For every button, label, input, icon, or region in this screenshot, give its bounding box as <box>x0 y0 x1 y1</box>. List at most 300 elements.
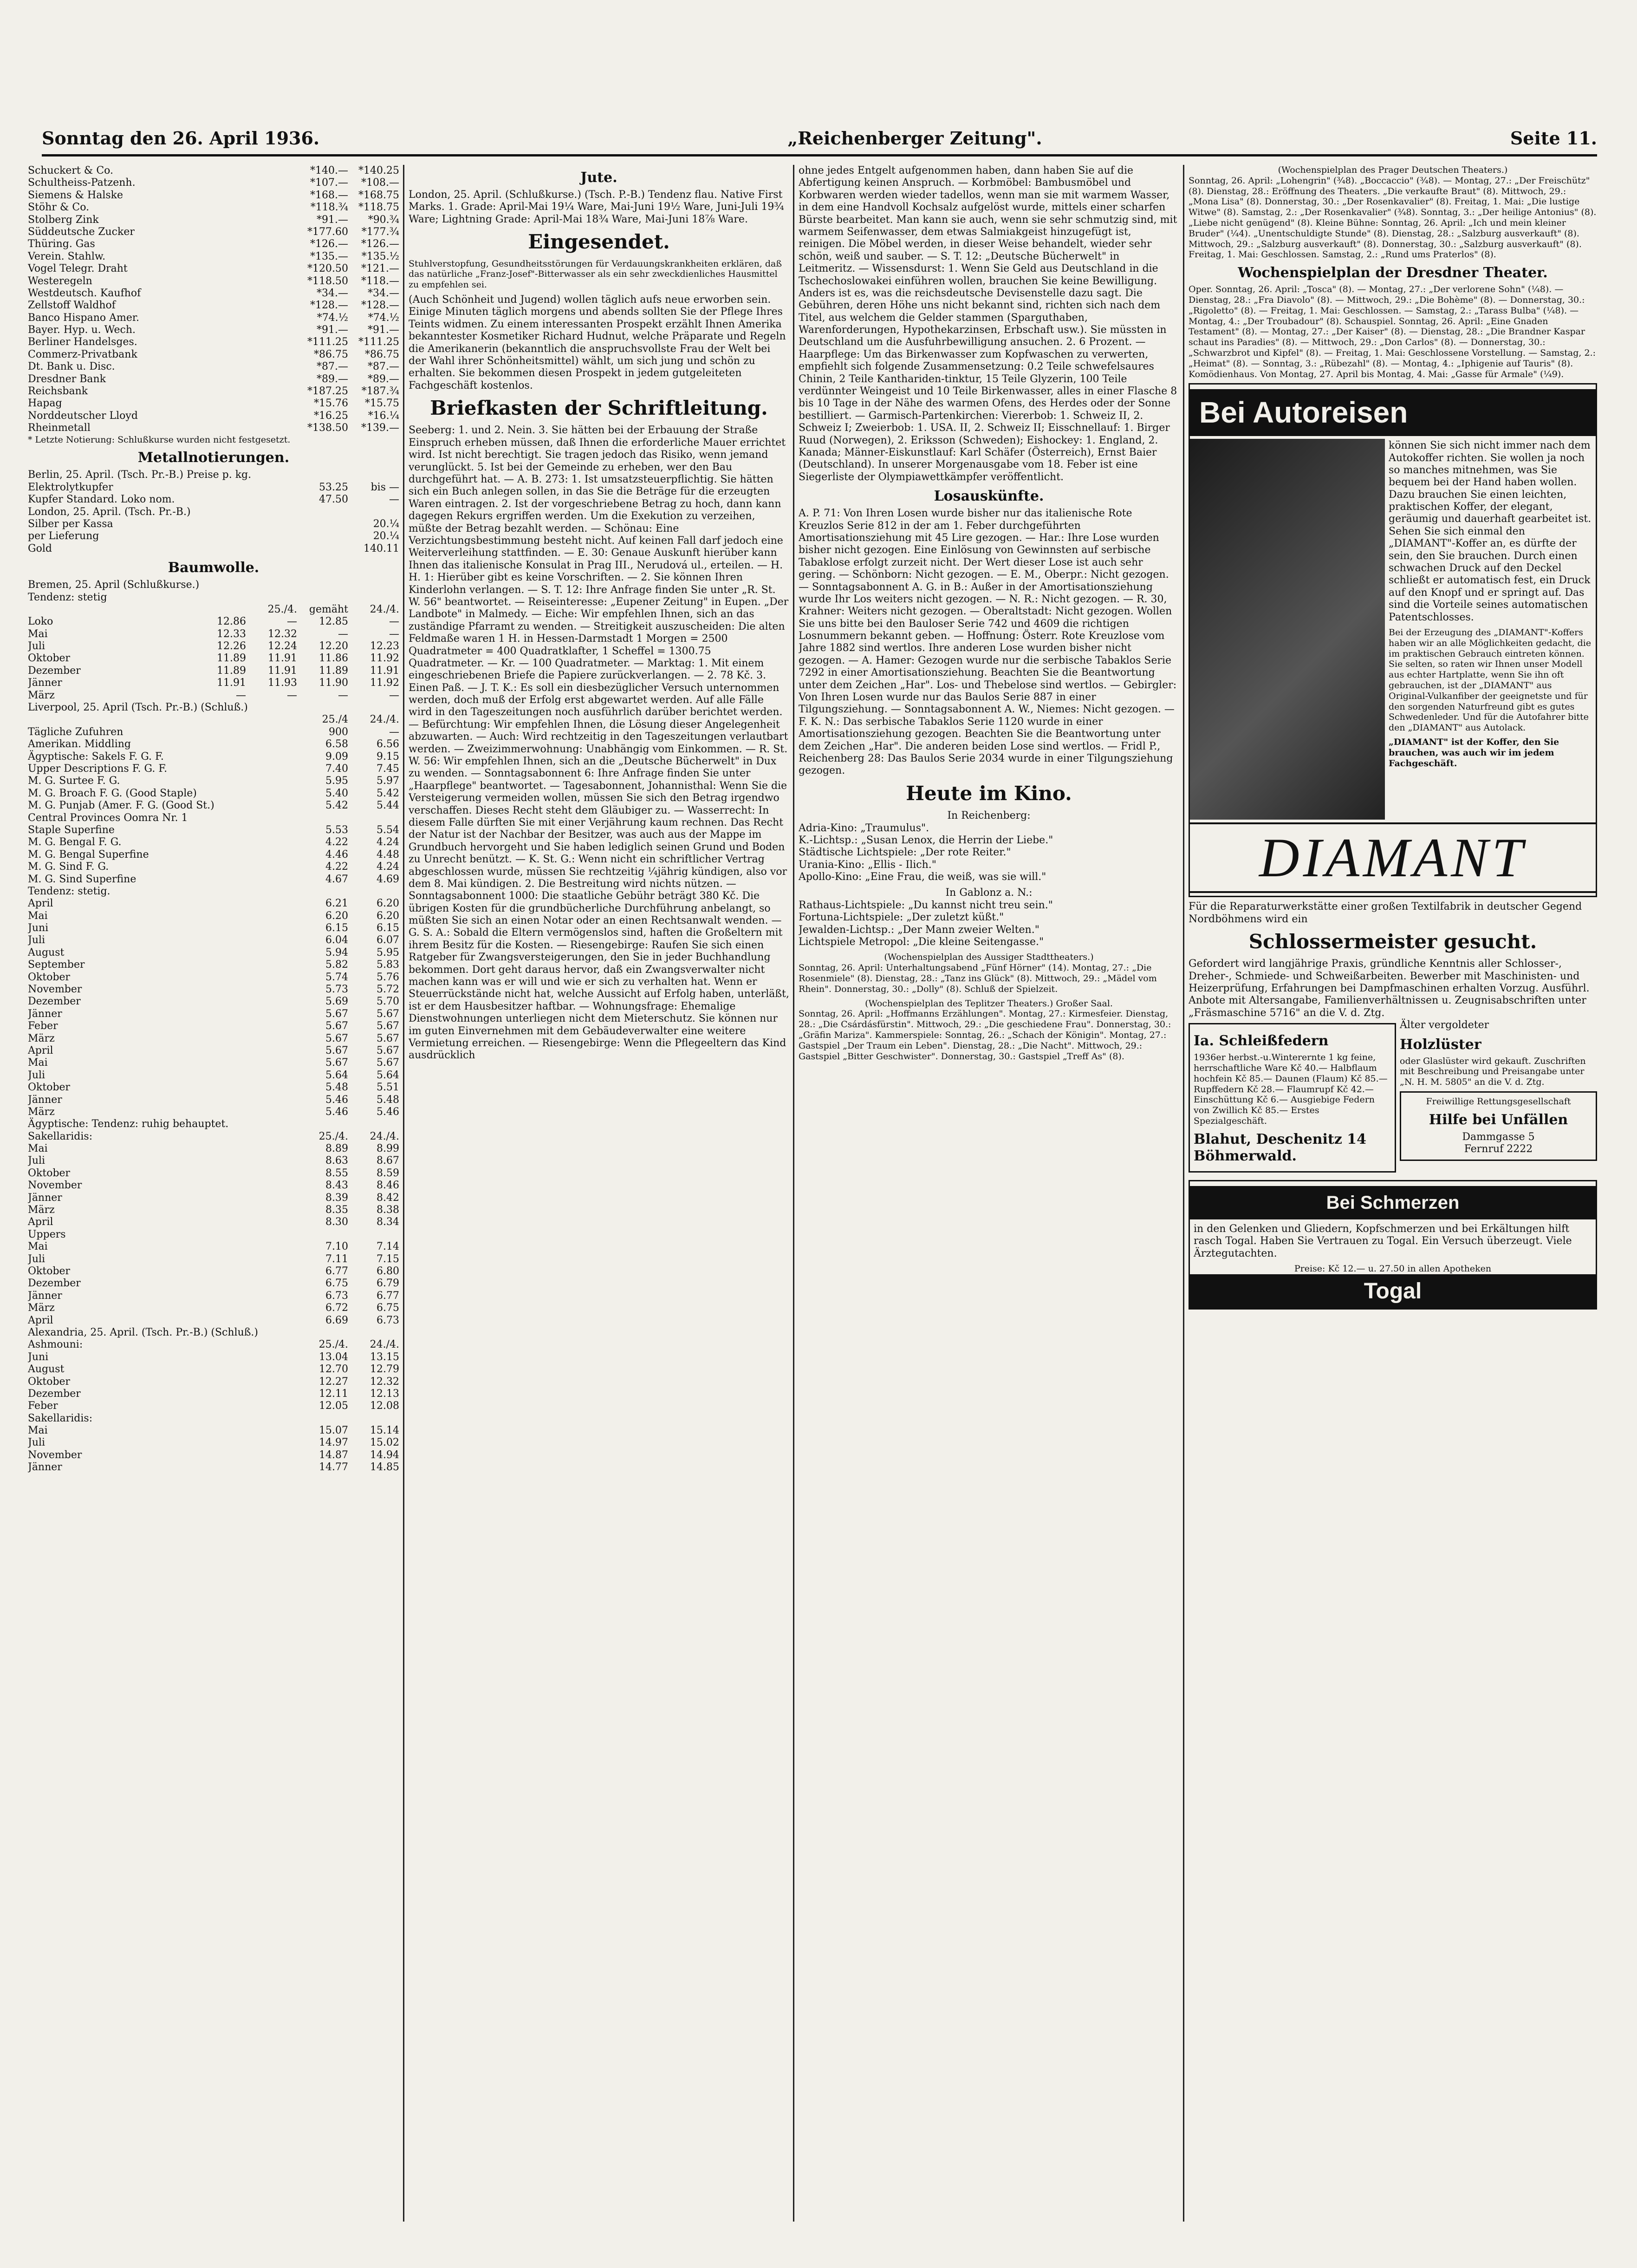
liverpool-columns <box>28 714 399 726</box>
eingesendet-text: (Auch Schönheit und Jugend) wollen täglich aufs neue erworben sein. Einige Minuten täglich morgens und abends sollten Sie der Pflege Ihres Teints widmen. Zu einem interessanten Prospekt erzählt Ihnen Amerika bekanntester Kosmetiker Richard Hudnut, welche Präparate und Regeln die Amerikanerin (bekanntlich die anspruchsvollste Frau der Welt bei der Wahl ihrer Schönheitsmittel) wählt, um sich jung und schön zu erhalten. Sie bekommen diesen Prospekt in jedem gutgeleiteten Fachgeschäft kostenlos. <box>409 293 786 391</box>
diamant-ad-text: können Sie sich nicht immer nach dem Autokoffer richten. Sie wollen ja noch so manches mitnehmen, was Sie bequem bei der Hand haben wollen. Dazu brauchen Sie einen leichten, praktischen Koffer, der elegant, geräumig und dauerhaft gearbeitet ist. Sehen Sie sich einmal den „DIAMANT"-Koffer an, es dürfte der sein, den Sie brauchen. Durch einen schwachen Druck auf den Deckel schließt er automatisch fest, ein Druck auf den Knopf und er springt auf. Das sind die Vorteile seines automatischen Patentschlosses. <box>1389 440 1592 623</box>
stock-row-cell: *177.¾ <box>361 226 399 238</box>
bremen-header <box>28 604 399 616</box>
stock-row <box>28 324 399 336</box>
futures-row-cell: Juli <box>28 934 45 946</box>
kino-gablonz-head: In Gablonz a. N.: <box>945 887 1033 899</box>
blahut-name: Blahut, Deschenitz 14 Böhmerwald. <box>1194 1131 1367 1164</box>
liverpool-row <box>28 812 399 824</box>
stock-row <box>28 349 399 361</box>
bremen-row-cell: 11.89 <box>217 665 246 677</box>
bremen-row <box>28 665 399 677</box>
stock-row-cell: Hapag <box>28 398 62 410</box>
futures-row-cell: Mai <box>28 1057 48 1069</box>
sakel-columns <box>28 1131 399 1143</box>
berlin-row-cell: Elektrolytkupfer <box>28 481 113 493</box>
liverpool-row-cell: 9.09 <box>325 750 348 763</box>
liverpool-row-cell: 5.42 <box>325 800 348 812</box>
ashmouni-row <box>28 1363 399 1375</box>
sakel2-row-cell: Mai <box>28 1425 48 1437</box>
feder-ad <box>1189 1023 1396 1173</box>
bremen-row-cell: Dezember <box>28 665 81 677</box>
london-row <box>28 518 399 530</box>
futures-row-cell: 6.20 <box>377 898 399 910</box>
bremen-row-cell: 12.86 <box>217 616 246 628</box>
stock-row <box>28 410 399 422</box>
kino-title: Heute im Kino. <box>906 782 1072 805</box>
stock-row-cell: *87.— <box>317 361 348 373</box>
liverpool-row-cell: M. G. Surtee F. G. <box>28 775 120 787</box>
bremen-row <box>28 690 399 702</box>
stock-row <box>28 373 399 385</box>
uppers-row-cell: 6.72 <box>325 1302 348 1314</box>
london-row <box>28 530 399 542</box>
liverpool-header-cell <box>28 714 297 726</box>
uppers-row <box>28 1315 399 1327</box>
stock-row-cell: *121.— <box>361 263 399 275</box>
futures-row-cell: 5.83 <box>377 959 399 971</box>
futures-row-cell: 6.20 <box>377 910 399 922</box>
sakel-row-cell: 8.35 <box>325 1204 348 1216</box>
ashmouni-row-cell: 12.70 <box>319 1363 348 1375</box>
stock-row-cell: Banco Hispano Amer. <box>28 312 139 324</box>
ashmouni-columns <box>28 1339 399 1351</box>
futures-row-cell: 5.48 <box>377 1094 399 1106</box>
sakel2-row-cell: 14.94 <box>370 1449 399 1461</box>
stock-row-cell: *135.½ <box>361 250 399 262</box>
berlin-row-cell: — <box>389 494 399 506</box>
sakel-table <box>28 1143 399 1229</box>
sakel2-head: Sakellaridis: <box>28 1412 93 1424</box>
feder-text: 1936er herbst.-u.Winterernte 1 kg feine, herrschaftliche Ware Kč 40.— Halbflaum hochfein Kč 85.— Daunen (Flaum) Kč 85.— Rupffedern Kč 28.— Flaumrupf Kč 42.— Einschüttung Kč 6.— Ausgiebige Federn von Zwillich Kč 85.— Erstes Spezialgeschäft. <box>1194 1052 1388 1127</box>
ashmouni-row <box>28 1388 399 1400</box>
london-table <box>28 518 399 555</box>
sakel-row-cell: April <box>28 1216 53 1228</box>
bremen-row <box>28 628 399 640</box>
berlin-table <box>28 482 399 506</box>
stock-row <box>28 226 399 238</box>
sakel2-row-cell: 15.07 <box>319 1425 348 1437</box>
futures-row <box>28 1045 399 1057</box>
ashmouni-row <box>28 1400 399 1412</box>
uppers-row-cell: Dezember <box>28 1277 81 1290</box>
stock-row-cell: *138.50 <box>307 422 348 434</box>
bremen-row-cell: 12.32 <box>268 628 297 640</box>
sakel-row <box>28 1143 399 1155</box>
ashmouni-row-cell: 13.04 <box>319 1351 348 1363</box>
aussig-title: (Wochenspielplan des Aussiger Stadttheaters.) <box>884 952 1094 963</box>
sakel-row <box>28 1167 399 1180</box>
uppers-row-cell: Oktober <box>28 1265 71 1277</box>
kino-item: Apollo-Kino: „Eine Frau, die weiß, was sie will." <box>799 871 1046 883</box>
sakel-row-cell: Mai <box>28 1143 48 1155</box>
berlin-row-cell: 47.50 <box>319 494 348 506</box>
sakel2-row-cell: 15.02 <box>370 1437 399 1449</box>
ashmouni-row <box>28 1351 399 1363</box>
liverpool-row-cell: M. G. Broach F. G. (Good Staple) <box>28 787 197 799</box>
sakel-row-cell: 8.34 <box>377 1216 399 1228</box>
holz-text: oder Glaslüster wird gekauft. Zuschriften mit Beschreibung und Preisangabe unter „N. H. M. 5805" an die V. d. Ztg. <box>1400 1056 1586 1088</box>
berlin-row-cell: Kupfer Standard. Loko nom. <box>28 494 175 506</box>
holz-title: Holzlüster <box>1400 1036 1481 1053</box>
uppers-row-cell: Mai <box>28 1241 48 1253</box>
sakel-row-cell: 8.63 <box>325 1155 348 1167</box>
stock-row-cell: *90.¾ <box>368 214 399 226</box>
togal-ad <box>1189 1180 1597 1310</box>
london-row-cell: 20.¼ <box>373 530 399 542</box>
uppers-row <box>28 1265 399 1277</box>
futures-row-cell: 5.82 <box>325 959 348 971</box>
column-divider <box>1183 165 1184 2222</box>
bremen-columns <box>28 604 399 616</box>
lottery-column <box>799 165 1179 2222</box>
uppers-row-cell: April <box>28 1314 53 1326</box>
stock-row-cell: Norddeutscher Lloyd <box>28 410 138 422</box>
futures-row-cell: 6.15 <box>325 922 348 934</box>
futures-row <box>28 1106 399 1118</box>
uppers-row-cell: 6.73 <box>325 1290 348 1302</box>
liverpool-row <box>28 738 399 750</box>
column-divider <box>403 165 404 2222</box>
bremen-header-cell: gemäht <box>309 603 348 615</box>
jute-text: London, 25. April. (Schlußkurse.) (Tsch. P.-B.) Tendenz flau. Native First Marks. 1. Grade: April-Mai 19¼ Ware, Mai-Juni 19½ Ware, Juni-Juli 19¾ Ware; Lightning Grade: April-Mai 18¾ Ware, Mai-Juni 18⅞ Ware. <box>409 189 784 225</box>
futures-row <box>28 959 399 971</box>
dresden-text: Oper. Sonntag, 26. April: „Tosca" (8). — Montag, 27.: „Der verlorene Sohn" (¼8). — Dienstag, 28.: „Fra Diavolo" (8). — Mittwoch, 29.: „Die Bohème" (8). — Donnerstag, 30.: „Rigoletto" (8). — Freitag, 1. Mai: Geschlossen. — Samstag, 2.: „Tarass Bulba" (¼8). — Montag, 4.: „Der Troubadour" (8). Schauspiel. Sonntag, 26. April: „Eine Gnaden Testament" (8). — Montag, 27.: „Der Kaiser" (8). — Dienstag, 28.: „Die Brandner Kaspar schaut ins Paradies" (8). — Mittwoch, 29.: „Don Carlos" (8). — Donnerstag, 30.: „Schwarzbrot und Kipfel" (8). — Freitag, 1. Mai: Geschlossene Vorstellung. — Samstag, 2.: „Heimat" (8). — Sonntag, 3.: „Rübezahl" (8). — Montag, 4.: „Iphigenie auf Tauris" (8). Komödienhaus. Von Montag, 27. April bis Montag, 4. Mai: „Gasse für Armale" (¼9). <box>1189 284 1596 379</box>
liverpool-row <box>28 800 399 812</box>
stock-row-cell: *91.— <box>317 324 348 336</box>
stock-row-cell: Westdeutsch. Kaufhof <box>28 287 141 299</box>
liverpool-row-cell: Ägyptische: Sakels F. G. F. <box>28 750 164 763</box>
stock-row-cell: *177.60 <box>307 226 348 238</box>
sakel-row-cell: 8.46 <box>377 1180 399 1192</box>
liverpool-row-cell: 900 <box>329 726 348 738</box>
bremen-row-cell: 12.20 <box>319 640 348 652</box>
briefkasten-title: Briefkasten der Schriftleitung. <box>430 397 768 420</box>
eingesendet-title: Eingesendet. <box>528 230 670 254</box>
sakel-row-cell: 8.39 <box>325 1192 348 1204</box>
stock-row-cell: Verein. Stahlw. <box>28 250 106 262</box>
bremen-row-cell: Oktober <box>28 652 71 665</box>
futures-row-cell: Oktober <box>28 971 71 983</box>
header-date: Sonntag den 26. April 1936. <box>42 127 320 149</box>
stock-row-cell: Thüring. Gas <box>28 238 95 250</box>
liverpool-header-cell: 25./4 <box>322 714 348 726</box>
prag-title: (Wochenspielplan des Prager Deutschen Theaters.) <box>1278 165 1508 175</box>
futures-row-cell: 5.51 <box>377 1082 399 1094</box>
bremen-row-cell: — <box>389 628 399 640</box>
futures-row-cell: 5.70 <box>377 996 399 1008</box>
london-row-cell: 140.11 <box>364 542 399 554</box>
berlin-head: Berlin, 25. April. (Tsch. Pr.-B.) Preise p. kg. <box>28 469 252 481</box>
liverpool-row-cell: 5.40 <box>325 787 348 799</box>
bremen-header-cell: 25./4. <box>267 603 297 615</box>
uppers-row <box>28 1277 399 1290</box>
futures-row <box>28 1082 399 1094</box>
futures-row-cell: April <box>28 1044 53 1056</box>
futures-row <box>28 1094 399 1106</box>
sakel-row-cell: 8.42 <box>377 1192 399 1204</box>
sakel2-row-cell: Juli <box>28 1437 45 1449</box>
stock-row-cell: *108.— <box>361 177 399 189</box>
stock-row-cell: *86.75 <box>314 348 348 360</box>
aussig-text: Sonntag, 26. April: Unterhaltungsabend „Fünf Hörner" (14). Montag, 27.: „Die Rosenmiele" (8). Dienstag, 28.: „Tanz ins Glück" (8). Mittwoch, 29.: „Mädel vom Rhein". Donnerstag, 30.: „Dolly" (8). Schluß der Spielzeit. <box>799 963 1157 994</box>
sakel2-row-cell: Jänner <box>28 1461 62 1473</box>
liverpool-row-cell: 4.24 <box>377 861 399 873</box>
market-column <box>28 165 399 2222</box>
stock-row-cell: Bayer. Hyp. u. Wech. <box>28 324 136 336</box>
sakel-row-cell: März <box>28 1204 55 1216</box>
futures-row-cell: 5.67 <box>377 1032 399 1044</box>
ashmouni-row-cell: 12.11 <box>319 1388 348 1400</box>
bremen-row-cell: 12.24 <box>268 640 297 652</box>
liverpool-row-cell: 5.44 <box>377 800 399 812</box>
liverpool-row-cell: 7.45 <box>377 763 399 775</box>
bremen-table <box>28 616 399 702</box>
futures-row-cell: Juni <box>28 922 49 934</box>
liverpool-row-cell: Staple Superfine <box>28 824 115 836</box>
uppers-row-cell: 6.77 <box>377 1290 399 1302</box>
bremen-row-cell: 11.86 <box>319 652 348 665</box>
uppers-row-cell: 6.69 <box>325 1314 348 1326</box>
sakel-row-cell: 8.59 <box>377 1167 399 1179</box>
futures-row-cell: 5.76 <box>377 971 399 983</box>
sakel-row-cell: November <box>28 1180 82 1192</box>
stock-row-cell: *16.¼ <box>368 410 399 422</box>
futures-row-cell: Mai <box>28 910 48 922</box>
togal-logo: Togal <box>1190 1274 1596 1309</box>
liverpool-row-cell: 5.42 <box>377 787 399 799</box>
kino-item: Rathaus-Lichtspiele: „Du kannst nicht treu sein." <box>799 899 1053 911</box>
stock-row-cell: *168.75 <box>358 189 399 201</box>
car-trunk-photo <box>1190 439 1385 820</box>
egypt-head: Ägyptische: Tendenz: ruhig behauptet. <box>28 1118 229 1130</box>
liverpool-row-cell: 5.54 <box>377 824 399 836</box>
sakel-header-cell: 24./4. <box>370 1130 399 1142</box>
futures-row-cell: 5.67 <box>377 1044 399 1056</box>
liverpool-row-cell: 4.69 <box>377 873 399 885</box>
ashmouni-header-cell: Ashmouni: <box>28 1339 83 1351</box>
ashmouni-row <box>28 1376 399 1388</box>
jute-title: Jute. <box>580 169 617 186</box>
bremen-row-cell: Jänner <box>28 677 62 689</box>
uppers-row-cell: 6.77 <box>325 1265 348 1277</box>
liverpool-row-cell: 5.97 <box>377 775 399 787</box>
london-row-cell: Gold <box>28 542 52 554</box>
kino-gablonz-list <box>799 899 1179 949</box>
uppers-row <box>28 1290 399 1302</box>
bremen-row-cell: 11.91 <box>268 665 297 677</box>
ashmouni-row-cell: 12.27 <box>319 1375 348 1388</box>
metal-title: Metallnotierungen. <box>137 450 290 466</box>
sakel-row-cell: 8.89 <box>325 1143 348 1155</box>
futures-row-cell: 5.69 <box>325 996 348 1008</box>
futures-row-cell: 5.67 <box>377 1020 399 1032</box>
futures-row-cell: 5.73 <box>325 984 348 996</box>
job-title: Schlossermeister gesucht. <box>1248 930 1537 953</box>
futures-row-cell: März <box>28 1106 55 1118</box>
stock-row-cell: Berliner Handelsges. <box>28 336 137 348</box>
liverpool-row-cell: Amerikan. Middling <box>28 738 131 750</box>
stock-row-cell: Vogel Telegr. Draht <box>28 263 128 275</box>
sakel2-row-cell: November <box>28 1449 82 1461</box>
futures-row-cell: 5.64 <box>325 1069 348 1081</box>
stock-row-cell: Rheinmetall <box>28 422 91 434</box>
liverpool-row-cell: 4.48 <box>377 848 399 860</box>
sakel2-row <box>28 1461 399 1473</box>
stock-row <box>28 251 399 263</box>
diamant-ad-sell: „DIAMANT" ist der Koffer, den Sie brauchen, was auch wir im jedem Fachgeschäft. <box>1389 736 1559 769</box>
bremen-row-cell: 11.91 <box>217 677 246 689</box>
alex-head: Alexandria, 25. April. (Tsch. Pr.-B.) (Schluß.) <box>28 1326 259 1338</box>
futures-row <box>28 1033 399 1045</box>
stock-row-cell: *126.— <box>310 238 348 250</box>
holz-pre: Älter vergoldeter <box>1400 1019 1489 1031</box>
uppers-row-cell: 6.75 <box>377 1302 399 1314</box>
liverpool-row-cell: Upper Descriptions F. G. F. <box>28 763 168 775</box>
stock-row-cell: Schuckert & Co. <box>28 165 114 176</box>
sakel-row <box>28 1180 399 1192</box>
stock-row-cell: *118.50 <box>307 275 348 287</box>
bremen-row-cell: 12.85 <box>319 616 348 628</box>
stock-row <box>28 336 399 348</box>
liverpool-row <box>28 861 399 873</box>
stock-row <box>28 189 399 202</box>
kino-item: Urania-Kino: „Ellis - Ilich." <box>799 859 936 871</box>
futures-row <box>28 898 399 910</box>
ads-column <box>1189 165 1597 2222</box>
futures-row <box>28 1020 399 1032</box>
stock-row-cell: *140.25 <box>358 165 399 176</box>
stock-row <box>28 361 399 373</box>
bremen-row-cell: — <box>338 689 348 701</box>
bremen-row-cell: — <box>287 689 297 701</box>
uppers-row-cell: Jänner <box>28 1290 62 1302</box>
uppers-row-cell: 7.10 <box>325 1241 348 1253</box>
liverpool-row-cell: 4.22 <box>325 861 348 873</box>
kino-item: Lichtspiele Metropol: „Die kleine Seitengasse." <box>799 936 1044 948</box>
futures-row <box>28 971 399 984</box>
stock-row-cell: Siemens & Halske <box>28 189 123 201</box>
stock-row-cell: Commerz-Privatbank <box>28 348 137 360</box>
ashmouni-row-cell: 12.08 <box>370 1400 399 1412</box>
stock-row-cell: *74.½ <box>368 312 399 324</box>
stock-row-cell: *126.— <box>361 238 399 250</box>
stock-row-cell: *91.— <box>368 324 399 336</box>
futures-row <box>28 947 399 959</box>
sakel-row <box>28 1204 399 1216</box>
header-page: Seite 11. <box>1510 127 1597 149</box>
futures-row-cell: September <box>28 959 85 971</box>
liverpool-row <box>28 763 399 775</box>
liverpool-row-cell: 6.58 <box>325 738 348 750</box>
briefkasten-cont: ohne jedes Entgelt aufgenommen haben, dann haben Sie auf die Abfertigung keinen Anspruch. — Korbmöbel: Bambusmöbel und Korbwaren werden wieder tadellos, wenn man sie mit warmem Wasser, in dem eine Handvoll Kochsalz aufgelöst wurde, mittels einer scharfen Bürste bearbeitet. Man kann sie auch, wenn sie sehr schmutzig sind, mit warmem Seifenwasser, dem etwas Salmiakgeist hinzugefügt ist, reinigen. Die Möbel werden, in dieser Weise behandelt, wieder sehr schön, weiß und sauber. — S. T. 12: „Deutsche Bücherwelt" in Leitmeritz. — Wissensdurst: 1. Wenn Sie Geld aus Deutschland in die Tschechoslowakei einführen wollen, brauchen Sie keine Bewilligung. Anders ist es, was die reichsdeutsche Devisenstelle dazu sagt. Die Gebühren, deren Höhe uns nicht bekannt sind, richten sich nach dem Titel, aus welchem die Gelder stammen (Sparguthaben, Warenforderungen, Hypothekarzinsen, Erbschaft usw.). Sie müssten in Deutschland um die Ausfuhrbewilligung ansuchen. 2. 6 Prozent. — Haarpflege: Um das Birkenwasser zum Kopfwaschen zu verwerten, empfiehlt sich folgende Zusammensetzung: 0.2 Teile schwefelsaures Chinin, 2 Teile Kanthariden-tinktur, 15 Teile Glyzerin, 100 Teile verdünnter Weingeist und 10 Teile Birkenwasser, alles in einer Flasche 8 bis 10 Tage in der Nähe des warmen Ofens, des Herdes oder der Sonne bestilliert. — Garmisch-Partenkirchen: Viererbob: 1. Schweiz II, 2. Schweiz I; Zweierbob: 1. USA. II, 2. Schweiz II; Eisschnellauf: 1. Birger Ruud (Norwegen), 2. Eriksson (Schweden); Eishockey: 1. England, 2. Kanada; Männer-Eiskunstlauf: Karl Schäfer (Österreich), Ernst Baier (Deutschland). In unserer Morgenausgabe vom 18. Feber ist eine Siegerliste der Olympiawettkämpfer veröffentlicht. <box>799 165 1177 483</box>
ashmouni-row-cell: Feber <box>28 1400 58 1412</box>
letters-column <box>409 165 789 2222</box>
sakel-row <box>28 1155 399 1167</box>
stock-row <box>28 385 399 398</box>
stocks-note: * Letzte Notierung: Schlußkurse wurden nicht festgesetzt. <box>28 434 291 445</box>
futures-row-cell: 5.94 <box>325 946 348 958</box>
kino-item: Städtische Lichtspiele: „Der rote Reiter." <box>799 847 1011 859</box>
liverpool-row-cell: 4.46 <box>325 848 348 860</box>
stock-row <box>28 177 399 189</box>
ashmouni-row-cell: August <box>28 1363 65 1375</box>
berlin-row-cell: 53.25 <box>319 481 348 493</box>
stock-row-cell: Dt. Bank u. Disc. <box>28 361 115 373</box>
futures-row-cell: 6.21 <box>325 898 348 910</box>
futures-row-cell: August <box>28 946 65 958</box>
job-text: Gefordert wird langjährige Praxis, gründliche Kenntnis aller Schlosser-, Dreher-, Schmiede- und Schweißarbeiten. Bewerber mit Maschinisten- und Heizerprüfung, Erfahrungen bei Dampfmaschinen erhalten Vorzug. Ausführl. Anbote mit Altersangabe, Familienverhältnissen u. Zeugnisabschriften unter „Fräsmaschine 5716" an die V. d. Ztg. <box>1189 958 1590 1019</box>
sakel-row-cell: Oktober <box>28 1167 71 1179</box>
london-head: London, 25. April. (Tsch. Pr.-B.) <box>28 506 191 518</box>
stock-row <box>28 275 399 287</box>
stock-row-cell: *168.— <box>310 189 348 201</box>
liverpool-row-cell: 5.53 <box>325 824 348 836</box>
london-row-cell: Silber per Kassa <box>28 518 113 530</box>
stock-row-cell: *34.— <box>368 287 399 299</box>
stock-row <box>28 398 399 410</box>
stock-row <box>28 300 399 312</box>
bremen-row-cell: 11.91 <box>370 665 399 677</box>
berlin-row-cell: bis — <box>370 481 399 493</box>
bremen-row <box>28 652 399 665</box>
stock-row <box>28 422 399 434</box>
liverpool-row <box>28 775 399 787</box>
uppers-row-cell: 6.73 <box>377 1314 399 1326</box>
futures-row <box>28 922 399 934</box>
stock-row-cell: Westeregeln <box>28 275 92 287</box>
ashmouni-row-cell: 12.05 <box>319 1400 348 1412</box>
futures-row-cell: 5.48 <box>325 1082 348 1094</box>
futures-row-cell: Juli <box>28 1069 45 1081</box>
futures-row-cell: 5.67 <box>325 1057 348 1069</box>
bremen-row-cell: — <box>236 689 246 701</box>
uppers-head: Uppers <box>28 1228 66 1240</box>
stock-row-cell: *128.— <box>310 300 348 312</box>
futures-row <box>28 984 399 996</box>
stock-row-cell: *111.25 <box>307 336 348 348</box>
job-pre: Für die Reparaturwerkstätte einer großen Textilfabrik in deutscher Gegend Nordböhmens wird ein <box>1189 901 1582 925</box>
stock-row-cell: Reichsbank <box>28 385 88 398</box>
uppers-row-cell: 6.75 <box>325 1277 348 1290</box>
stock-row-cell: *139.— <box>361 422 399 434</box>
sakel-row-cell: Juli <box>28 1155 45 1167</box>
stock-row-cell: *107.— <box>310 177 348 189</box>
ashmouni-row-cell: Dezember <box>28 1388 81 1400</box>
bremen-row-cell: 11.89 <box>319 665 348 677</box>
rescue-address: Dammgasse 5 <box>1462 1131 1535 1143</box>
kino-item: Fortuna-Lichtspiele: „Der zuletzt küßt." <box>799 912 1004 924</box>
berlin-row <box>28 482 399 494</box>
kino-reichenberg-head: In Reichenberg: <box>947 810 1031 822</box>
bremen-head: Bremen, 25. April (Schlußkurse.) <box>28 579 200 591</box>
liverpool-row-cell: M. G. Bengal Superfine <box>28 848 149 860</box>
berlin-row <box>28 494 399 506</box>
futures-row <box>28 996 399 1008</box>
diamant-ad-small: Bei der Erzeugung des „DIAMANT"-Koffers haben wir an alle Möglichkeiten gedacht, die im praktischen Gebrauch eintreten können. Sie selten, so raten wir Ihnen unser Modell aus echter Hartplatte, wenn Sie ihn oft gebrauchen, ist der „DIAMANT" aus Original-Vulkanfiber der geeignetste und für den sorgenden Naturfreund gibt es gutes Schwedenleder. Und für die Autofahrer bitte den „DIAMANT" aus Autolack. <box>1389 627 1592 733</box>
bremen-row-cell: Loko <box>28 616 53 628</box>
liverpool-row-cell: 4.67 <box>325 873 348 885</box>
liverpool-row-cell: 4.22 <box>325 836 348 848</box>
liverpool-row-cell: 9.15 <box>377 750 399 763</box>
futures-row <box>28 1057 399 1069</box>
bremen-row-cell: 12.23 <box>370 640 399 652</box>
diamant-ad <box>1189 383 1597 897</box>
bremen-row-cell: März <box>28 689 55 701</box>
rescue-help: Hilfe bei Unfällen <box>1429 1111 1568 1128</box>
futures-row-cell: 5.64 <box>377 1069 399 1081</box>
sakel-header-cell: 25./4. <box>318 1130 348 1142</box>
